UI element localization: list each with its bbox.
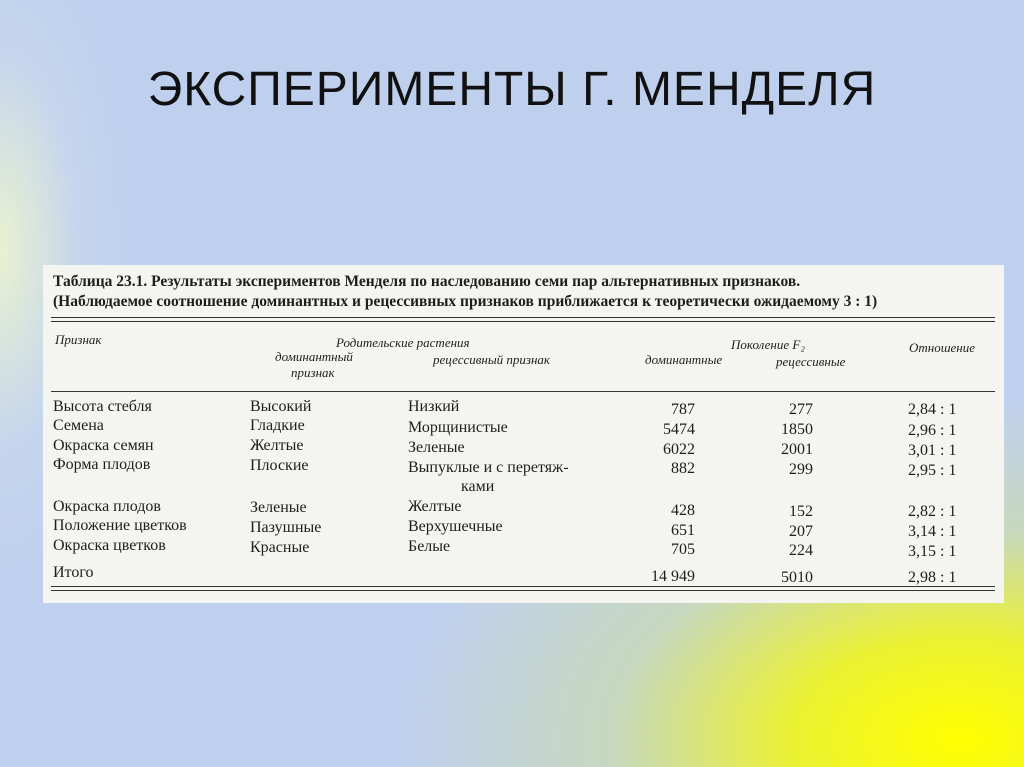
f2-recessive-cell: 299 xyxy=(789,461,813,478)
header-ratio: Отношение xyxy=(909,340,976,355)
trait-cell: Семена xyxy=(53,417,104,434)
f2-dominant-cell: 651 xyxy=(671,522,695,539)
dominant-cell: Пазушные xyxy=(250,519,322,536)
header-generation-f2: Поколение F₂ xyxy=(731,337,805,352)
f2-dominant-cell: 428 xyxy=(671,502,695,519)
ratio-cell: 3,14 : 1 xyxy=(908,523,957,540)
table-caption-line-2: (Наблюдаемое соотношение доминантных и рецессивных признаков приближается к теоретически ожидаемому 3 : 1) xyxy=(53,293,878,310)
ratio-cell: 2,95 : 1 xyxy=(908,462,957,479)
recessive-cell: Зеленые xyxy=(408,439,465,456)
trait-cell: Положение цветков xyxy=(53,517,187,534)
trait-cell: Окраска семян xyxy=(53,437,154,454)
header-f2-dominant: доминантные xyxy=(645,352,723,367)
recessive-cell: Выпуклые и с перетяж- xyxy=(408,459,569,476)
header-dominant-line-2: признак xyxy=(291,365,335,380)
ratio-cell: 2,84 : 1 xyxy=(908,401,957,418)
total-ratio: 2,98 : 1 xyxy=(908,569,957,586)
trait-cell: Окраска плодов xyxy=(53,498,161,515)
dominant-cell: Плоские xyxy=(250,457,309,474)
recessive-cell: Низкий xyxy=(408,398,460,415)
table-bottom-rule-double xyxy=(51,590,995,591)
recessive-cell: Верхушечные xyxy=(408,518,503,535)
header-dominant-line-1: доминантный xyxy=(275,349,353,364)
trait-cell: Форма плодов xyxy=(53,456,151,473)
dominant-cell: Зеленые xyxy=(250,499,307,516)
recessive-cell: Белые xyxy=(408,538,451,555)
f2-recessive-cell: 152 xyxy=(789,503,813,520)
f2-dominant-cell: 5474 xyxy=(663,421,695,438)
dominant-cell: Красные xyxy=(250,539,310,556)
ratio-cell: 2,96 : 1 xyxy=(908,422,957,439)
trait-cell: Высота стебля xyxy=(53,398,152,415)
dominant-cell: Желтые xyxy=(250,437,304,454)
ratio-cell: 3,01 : 1 xyxy=(908,442,957,459)
f2-recessive-cell: 277 xyxy=(789,401,813,418)
recessive-cell-continuation: ками xyxy=(461,478,495,495)
f2-dominant-cell: 6022 xyxy=(663,441,695,458)
f2-dominant-cell: 705 xyxy=(671,541,695,558)
f2-recessive-cell: 207 xyxy=(789,523,813,540)
ratio-cell: 2,82 : 1 xyxy=(908,503,957,520)
slide-title: ЭКСПЕРИМЕНТЫ Г. МЕНДЕЛЯ xyxy=(147,63,877,116)
total-f2-dominant: 14 949 xyxy=(651,568,695,585)
f2-recessive-cell: 1850 xyxy=(781,421,813,438)
total-label: Итого xyxy=(53,564,94,581)
table-caption-line-1: Таблица 23.1. Результаты экспериментов Менделя по наследованию семи пар альтернативных признаков. xyxy=(53,273,801,290)
header-trait: Признак xyxy=(55,332,102,347)
recessive-cell: Морщинистые xyxy=(408,419,508,436)
trait-cell: Окраска цветков xyxy=(53,537,166,554)
total-f2-recessive: 5010 xyxy=(781,569,813,586)
table-caption xyxy=(53,272,993,312)
table-top-rule xyxy=(51,317,995,318)
ratio-cell: 3,15 : 1 xyxy=(908,543,957,560)
recessive-cell: Желтые xyxy=(408,498,462,515)
f2-dominant-cell: 882 xyxy=(671,460,695,477)
f2-dominant-cell: 787 xyxy=(671,401,695,418)
header-f2-recessive: рецессивные xyxy=(776,354,846,369)
header-recessive: рецессивный признак xyxy=(433,352,550,367)
dominant-cell: Гладкие xyxy=(250,417,305,434)
f2-recessive-cell: 224 xyxy=(789,542,813,559)
table-top-rule-double xyxy=(51,321,995,322)
header-rule xyxy=(51,391,995,392)
table-23-1 xyxy=(43,265,1004,603)
dominant-cell: Высокий xyxy=(250,398,312,415)
f2-recessive-cell: 2001 xyxy=(781,441,813,458)
header-parents: Родительские растения xyxy=(336,335,470,350)
table-bottom-rule xyxy=(51,586,995,587)
